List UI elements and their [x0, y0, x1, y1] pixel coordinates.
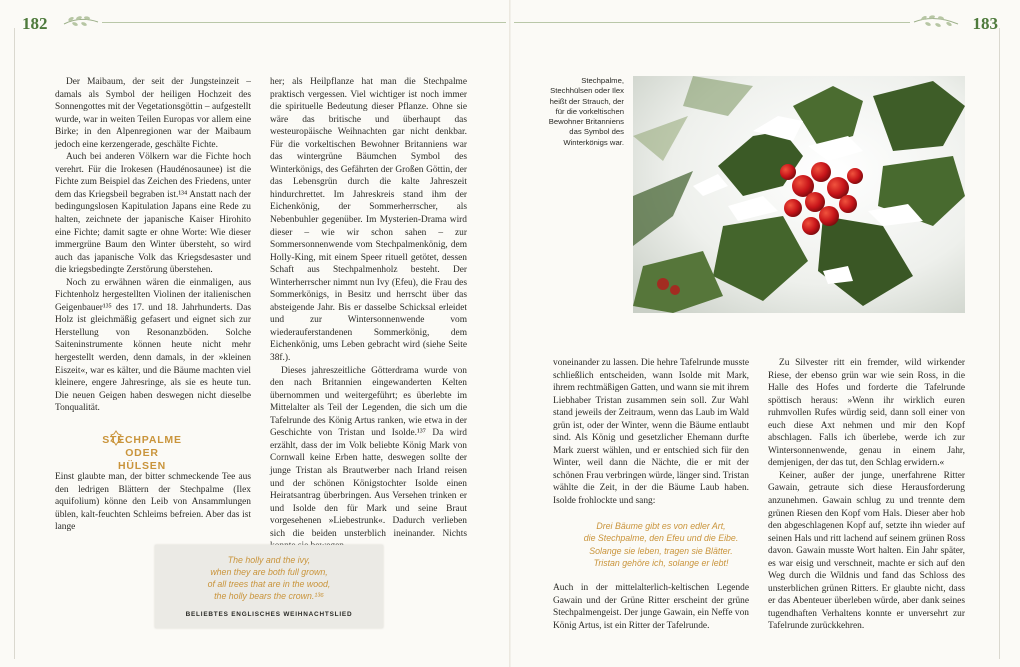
paragraph: voneinander zu lassen. Die hehre Tafelrunde musste schließlich entscheiden, wann Isolde mit Mark, ihrem rechtmäßigen Gatten, und wann sie mit ihrem Liebhaber Tristan zusammen sein soll. Zur Wahl stand jeweils der Zeitraum, wenn das Laub im Wald grün ist, oder der Winter, wenn die Bäume entlaubt sind. Als König und gesetzlicher Ehemann durfte Mark zuerst wählen, und er entschied sich für den Winter, weil dann die Nächte, die er mit der schönen Frau verbringen würde, länger sind. Tristan wählte die Zeit, in der die Bäume Laub haben. Isolde frohlockte und sang: — [553, 358, 749, 507]
page-edge-left — [14, 28, 15, 659]
sprig-ornament-left-icon — [62, 12, 100, 32]
quote-line: the holly bears the crown.¹³⁶ — [214, 591, 324, 601]
left-column-1 — [55, 76, 251, 415]
heading-line: STECHPALME — [102, 434, 182, 446]
quote-source: BELIEBTES ENGLISCHES WEIHNACHTSLIED — [185, 611, 353, 618]
verse-line: Drei Bäume gibt es von edler Art, — [596, 521, 726, 531]
heading-line: ODER HÜLSEN — [118, 447, 166, 472]
header-rule-right — [514, 22, 910, 23]
verse-line: Tristan gehöre ich, solange er lebt! — [593, 557, 729, 568]
paragraph: Einst glaubte man, der bitter schmeckende Tee aus den ledrigen Blättern der Stechpalme (Ilex aquifolium) könne den Leib von Ansammlungen üblen, kalt-feuchten Schleims befreien. Aber das ist lange — [55, 472, 251, 533]
quote-line: The holly and the ivy, — [227, 555, 311, 565]
verse-line: die Stechpalme, den Efeu und die Eibe. — [583, 533, 739, 544]
paragraph: Auch in der mittelalterlich-keltischen Legende Gawain und der Grüne Ritter erscheint der grüne Stechpalmengeist. Der junge Gawain, ein Neffe von König Artus, ist ein Ritter der Tafelrunde. — [553, 583, 749, 631]
quote-box — [155, 545, 383, 628]
paragraph: her; als Heilpflanze hat man die Stechpalme praktisch vergessen. Viel wichtiger ist noch immer die spirituelle Bedeutung dieser Pflanze. Ohne sie wäre das britische und überhaupt das westeuropäische Weihnachten gar nicht denkbar. Für die vorkeltischen Bewohner Britanniens war das wintergrüne Bäumchen Symbol des Winterkönigs, des Gefährten der Großen Göttin, der das Lebensgrün durch die kalte Jahreszeit hindurchrettet. Im Jahreskreis stand ihm der Eichenkönig, der Sommerherrscher, als Nebenbuhler gegenüber. Im Mysterien-Drama wird dieser – wie wir schon sahen – zur Sommersonnenwende vom Stechpalmenkönig, dem Holly-King, mit einem Speer rituell getötet, dessen Schaft aus Stechpalmenholz besteht. Der Winterherrscher nimmt nun Ivy (Efeu), die Frau des Sommerkönigs, in Besitz und herrscht über das absteigende Jahr. Bis er dasselbe Schicksal erleidet und zur Wintersonnenwende vom wiederauferstandenen Sommerkönig, dem Eichenkönig, ums Leben gebracht wird (siehe Seite 38f.). — [270, 77, 467, 364]
quote-line: of all trees that are in the wood, — [207, 579, 331, 589]
holly-berries-image — [633, 76, 965, 313]
left-column-1-after-heading — [55, 471, 251, 534]
verse — [553, 520, 769, 569]
right-column-2 — [768, 357, 965, 633]
sprig-ornament-right-icon — [912, 12, 960, 32]
book-gutter — [509, 0, 511, 667]
page-number-left: 182 — [22, 14, 48, 33]
right-column-1 — [553, 357, 749, 508]
paragraph: Der Maibaum, der seit der Jungsteinzeit – damals als Symbol der heiligen Hochzeit des Sonnengottes mit der Vegetationsgöttin – aufgestellt wurde, war in weiten Teilen Europas vor allem eine Birke; in den Alpenregionen war der Maibaum jedoch eine kerzengerade, geschälte Fichte. — [55, 77, 251, 150]
holly-photo — [633, 76, 965, 313]
quote-text — [155, 554, 383, 602]
left-column-2 — [270, 76, 467, 553]
quote-line: when they are both full grown, — [210, 567, 328, 577]
page-edge-right — [999, 28, 1000, 659]
paragraph: Dieses jahreszeitliche Götterdrama wurde von den nach Britannien eingewanderten Kelten übernommen und weitergeführt; es überlebte im Mittelalter als Teil der Legenden, die sich um die Tafelrunde des König Artus ranken, wie etwa in der Geschichte von Tristan und Isolde.¹³⁷ Da wird erzählt, dass der im Volk beliebte König Mark von Cornwall keine Erben hatte, deswegen sollte der junge Tristan als Brautwerber nach Irland reisen und der schönen Königstochter Isolde einen Heiratsantrag überbringen. Aus Versehen trinken er und Isolde den für Mark und seine Braut vorgesehenen »Liebestrunk«. Dadurch verlieben sich die beiden unsterblich ineinander. Nichts — [270, 365, 467, 539]
header-rule-left — [102, 22, 506, 23]
verse-line: Solange sie leben, tragen sie Blätter. — [589, 545, 733, 556]
right-column-1-bottom — [553, 582, 749, 632]
section-heading — [102, 434, 182, 473]
paragraph: Auch bei anderen Völkern war die Fichte hoch verehrt. Für die Irokesen (Haudénosaunee) ist die Fichte zum Beispiel das Zeichen des Friedens, unter dem das Kriegsbeil begraben ist.¹³⁴ Anstatt nach der bedingungslosen Kapitulation Japans eine Rede zu halten, zeichnete der japanische Kaiser Hirohito eine Fichte; damit sagte er ohne Worte: Wie dieser immergrüne Baum den Winter übersteht, so wird auch das japanische Volk das Kriegsdesaster und die kriegsbedingte Zerstörung überstehen. — [55, 152, 251, 276]
page-number-right: 183 — [972, 14, 998, 33]
paragraph: Noch zu erwähnen wären die einmaligen, aus Fichtenholz hergestellten Violinen der italienischen Geigenbauer¹³⁵ des 17. und 18. Jahrhunderts. Das Holz ist gleichmäßig gefasert und eignet sich zur Herstellung von Resonanzböden. Solche Saiteninstrumente können heute nicht mehr hergestellt werden, denn damals, in der »kleinen Eiszeit«, war es kälter, und die Bäume machten viel kleinere, engere Jahresringe, als sie es heute tun. Die neuen Geigen haben deswegen nicht dieselbe Tonqualität. — [55, 277, 251, 414]
photo-caption: Stechpalme, Stechhülsen oder Ilex heißt der Strauch, der für die vorkeltischen Bewohner Britanniens das Symbol des Winterkönigs war. — [548, 76, 624, 147]
paragraph: Zu Silvester ritt ein fremder, wild wirkender Riese, der ebenso grün war wie sein Ross, in die Halle des Hofes und forderte die Tafelrunde spöttisch heraus: »Wenn ihr wirklich euren ruhmvollen Rufes würdig seid, dann soll einer von euch diese Axt nehmen und mir den Kopf abschlagen. Falls ich überlebe, werde ich zur Wintersonnenwende, genau in einem Jahr, demjenigen, der das tut, den Schlag erwidern.« — [768, 358, 965, 469]
paragraph: Keiner, außer der junge, unerfahrene Ritter Gawain, getraute sich diese Herausforderung anzunehmen. Gawain schlug zu und trennte dem grünen Riesen den Kopf vom Hals. Dieser aber hob den abgeschlagenen Kopf auf, setzte ihn wieder auf seinen Hals und ritt lachend auf seinem grünen Ross davon. Gawain musste Wort halten. Ein Jahr später, es war eisig und verschneit, machte er sich auf den Weg durch die Wildnis und fand das Schloss des unsterblichen grünen Ritters. Er glaubte nicht, dass er das Abenteuer überleben würde, aber dank seines tugendhaften Verhaltens konnte er unversehrt zur Tafelrunde zurückkehren. — [768, 470, 965, 632]
